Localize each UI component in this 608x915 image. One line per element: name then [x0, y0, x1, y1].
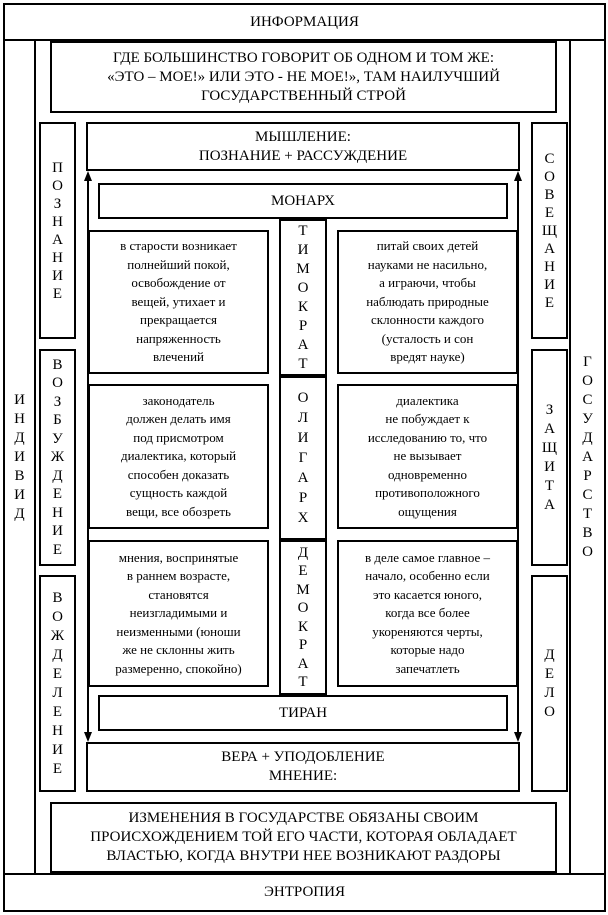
thinking-header: МЫШЛЕНИЕ: ПОЗНАНИЕ + РАССУЖДЕНИЕ — [86, 122, 520, 171]
right-box-deed-label: Д Е Л О — [544, 646, 555, 720]
left-text-3: мнения, воспринятые в раннем возрасте, становятся неизгладимыми и неизменными (юноши же не склонны жить размеренно, спокойно) — [88, 540, 269, 687]
left-box-desire-label: В О Ж Д Е Л Е Н И Е — [50, 589, 65, 777]
center-oligarch — [279, 376, 327, 540]
entropy-label: ЭНТРОПИЯ — [3, 873, 606, 912]
tyrant-box: ТИРАН — [98, 695, 508, 731]
right-box-defense-label: З А Щ И Т А — [541, 401, 558, 513]
left-text-2: законодатель должен делать имя под присмотром диалектика, который способен доказать сущность каждой вещи, все обозреть — [88, 384, 269, 529]
right-text-1: питай своих детей науками не насильно, а играючи, чтобы наблюдать природные склонности каждого (усталость и сон вредят науке) — [337, 230, 518, 374]
right-box-council-label: С О В Е Щ А Н И Е — [541, 150, 558, 311]
information-label: ИНФОРМАЦИЯ — [3, 3, 606, 41]
center-democrat-label: Д Е М О К Р А Т — [296, 544, 310, 690]
right-arrow-head-up — [514, 171, 522, 181]
left-box-cognition-label: П О З Н А Н И Е — [52, 159, 63, 302]
center-timocrat-label: Т И М О К Р А Т — [296, 222, 310, 372]
monarch-box: МОНАРХ — [98, 183, 508, 219]
center-timocrat — [279, 219, 327, 376]
left-text-1: в старости возникает полнейший покой, освобождение от вещей, утихает и прекращается напряженность влечений — [88, 230, 269, 374]
center-democrat — [279, 540, 327, 695]
bottom-statement: ИЗМЕНЕНИЯ В ГОСУДАРСТВЕ ОБЯЗАНЫ СВОИМ ПРОИСХОЖДЕНИЕМ ТОЙ ЕГО ЧАСТИ, КОТОРАЯ ОБЛАДАЕТ ВЛАСТЬЮ, КОГДА ВНУТРИ НЕЕ ВОЗНИКАЮТ РАЗДОРЫ — [50, 802, 557, 873]
individual-label: И Н Д И В И Д — [14, 391, 25, 522]
right-arrow-head-down — [514, 732, 522, 742]
left-arrow-head-up — [84, 171, 92, 181]
center-oligarch-label: О Л И Г А Р Х — [297, 390, 309, 526]
state-label: Г О С У Д А Р С Т В О — [582, 353, 593, 560]
right-text-3: в деле самое главное – начало, особенно если это касается юного, когда все более укореняются черты, которые надо запечатлеть — [337, 540, 518, 687]
top-statement: ГДЕ БОЛЬШИНСТВО ГОВОРИТ ОБ ОДНОМ И ТОМ ЖЕ: «ЭТО – МОЕ!» ИЛИ ЭТО - НЕ МОЕ!», ТАМ НАИЛУЧШИЙ ГОСУДАРСТВЕННЫЙ СТРОЙ — [50, 41, 557, 113]
belief-header: ВЕРА + УПОДОБЛЕНИЕ МНЕНИЕ: — [86, 742, 520, 792]
right-text-2: диалектика не побуждает к исследованию то, что не вызывает одновременно противоположного ощущения — [337, 384, 518, 529]
left-box-excitement-label: В О З Б У Ж Д Е Н И Е — [50, 356, 65, 558]
left-arrow-head-down — [84, 732, 92, 742]
